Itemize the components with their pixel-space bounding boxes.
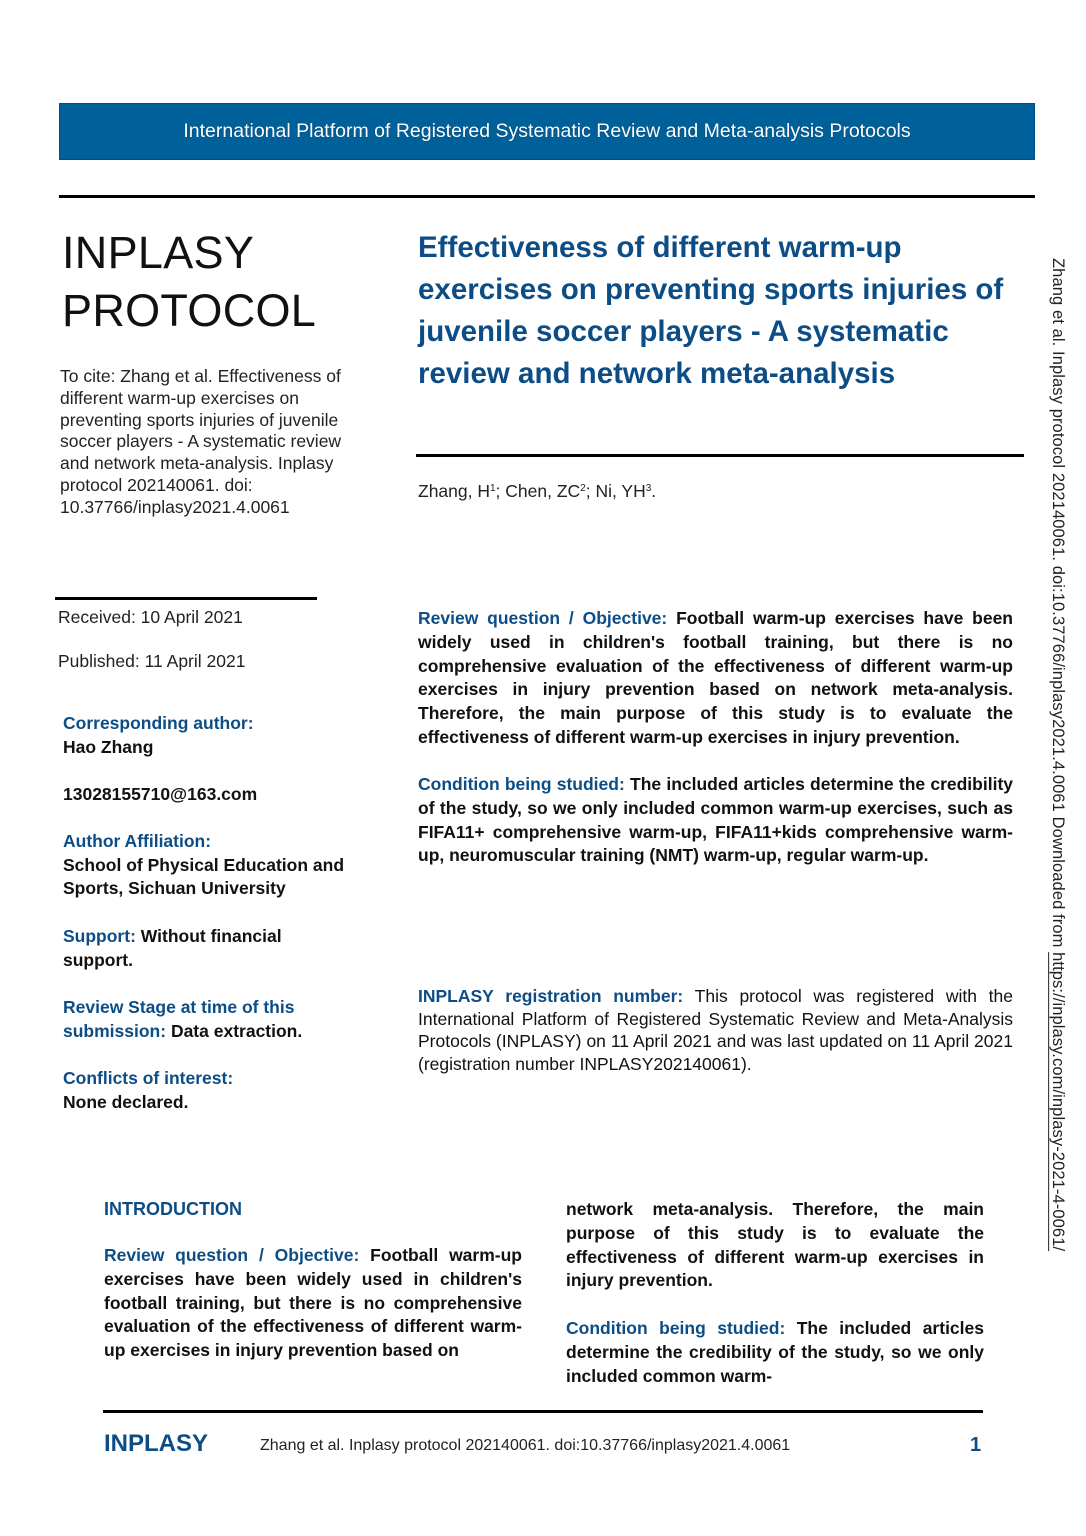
inplasy-protocol-heading xyxy=(62,224,316,340)
condition-label: Condition being studied: xyxy=(418,774,625,794)
review-stage xyxy=(63,996,353,1043)
citation-block: To cite: Zhang et al. Effectiveness of different warm-up exercises on preventing sports injuries of juvenile soccer players - A systematic review and network meta-analysis. Inplasy protocol 202140061. doi: 10.37766/inplasy2021.4.0061 xyxy=(60,366,342,517)
conflicts-value: None declared. xyxy=(63,1091,189,1112)
platform-banner xyxy=(59,103,1035,160)
side-note-text: Zhang et al. Inplasy protocol 202140061. doi:10.37766/inplasy2021.4.0061 Downloaded from xyxy=(1049,258,1067,953)
abstract-condition xyxy=(418,773,1013,868)
condition-text: The included articles determine the credibility of the study, so we only included common warm-up exercises, such as FIFA11+ comprehensive warm-up, FIFA11+kids comprehensive warm-up, neuromuscular training (NMT) warm-up, regular warm-up. xyxy=(418,774,1014,866)
intro-objective-continued: network meta-analysis. Therefore, the main purpose of this study is to evaluate the effectiveness of different warm-up exercises in injury prevention. xyxy=(566,1199,984,1291)
inplasy-link[interactable]: https://inplasy.com/inplasy-2021-4-0061/ xyxy=(1049,952,1067,1252)
intro-column-2 xyxy=(566,1198,984,1389)
author: Ni, $YH^3$. xyxy=(595,481,657,501)
published-date: Published: 11 April 2021 xyxy=(58,651,246,671)
author-affiliation xyxy=(63,830,373,901)
footer-brand: INPLASY xyxy=(104,1430,209,1457)
registration-label: INPLASY registration number: xyxy=(418,986,684,1006)
author: Zhang, $H^1$; xyxy=(418,481,506,501)
footer-rule xyxy=(103,1410,983,1413)
intro-condition-label: Condition being studied: xyxy=(566,1318,786,1339)
registration-text: This protocol was registered with the International Platform of Registered Systematic Review and Meta-Analysis Protocols (INPLASY) on 11 April 2021 and was last updated on 11 April 2021 (registration number INPLASY202140061). xyxy=(418,986,1013,1074)
page-number: 1 xyxy=(970,1434,982,1456)
objective-label: Review question / Objective: xyxy=(418,608,668,628)
intro-condition-text: The included articles determine the credibility of the study, so we only included common warm- xyxy=(566,1318,984,1386)
brand-line-2: PROTOCOL xyxy=(62,285,317,336)
author-list xyxy=(418,481,656,502)
intro-condition xyxy=(566,1317,984,1388)
article-title: Effectiveness of different warm-up exercises on preventing sports injuries of juvenile soccer players - A systematic review and network meta-analysis xyxy=(418,231,1004,390)
author-email[interactable]: 13028155710@163.com xyxy=(63,784,258,804)
abstract-registration xyxy=(418,985,1013,1075)
review-stage-value: Data extraction. xyxy=(166,1020,303,1041)
affiliation-label: Author Affiliation: xyxy=(63,831,212,851)
conflicts-label: Conflicts of interest: xyxy=(63,1068,234,1088)
intro-objective-label: Review question / Objective: xyxy=(104,1245,360,1265)
introduction-heading: INTRODUCTION xyxy=(104,1199,242,1219)
support-label: Support: xyxy=(63,926,136,946)
footer-citation: Zhang et al. Inplasy protocol 202140061. doi:10.37766/inplasy2021.4.0061 xyxy=(260,1437,791,1454)
header-rule xyxy=(59,195,1035,198)
received-date: Received: 10 April 2021 xyxy=(58,607,243,627)
download-side-note xyxy=(1048,258,1067,1251)
title-rule xyxy=(416,454,1024,457)
intro-objective-text: Football warm-up exercises have been widely used in children's football training, but there is no comprehensive evaluation of the effectiveness of different warm-up exercises in injury prevention based on xyxy=(104,1245,522,1361)
brand-line-1: INPLASY xyxy=(62,227,255,278)
corresponding-author-label: Corresponding author: xyxy=(63,713,254,733)
corresponding-author xyxy=(63,712,373,759)
intro-column-1 xyxy=(104,1244,522,1363)
conflicts-of-interest xyxy=(63,1067,373,1114)
author: Chen, $ZC^2$; xyxy=(505,481,596,501)
corresponding-author-name: Hao Zhang xyxy=(63,736,154,757)
affiliation-value: School of Physical Education and Sports, Sichuan University xyxy=(63,854,345,898)
dates-rule xyxy=(55,597,317,600)
banner-text: International Platform of Registered Systematic Review and Meta-analysis Protocols xyxy=(183,120,911,142)
support-value: Without financial support. xyxy=(63,926,282,970)
support xyxy=(63,925,333,972)
objective-text: Football warm-up exercises have been widely used in children's football training, but there is no comprehensive evaluation of the effectiveness of different warm-up exercises in injury prevention based on network meta-analysis. Therefore, the main purpose of this study is to evaluate the effectiveness of different warm-up exercises in injury prevention. xyxy=(418,608,1013,747)
review-stage-label: Review Stage at time of this submission: xyxy=(63,997,295,1041)
abstract-objective xyxy=(418,607,1013,750)
